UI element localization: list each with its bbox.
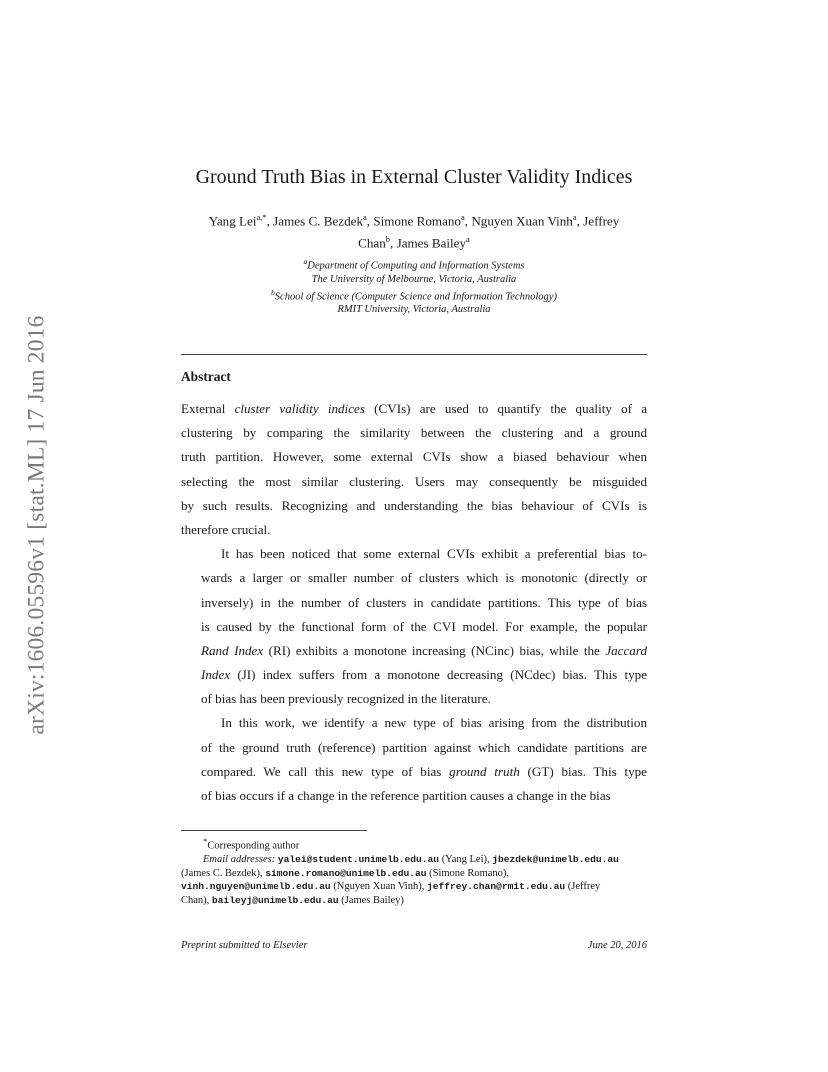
email-link[interactable]: baileyj@unimelb.edu.au — [211, 894, 339, 906]
abstract-paragraph-1 — [181, 397, 647, 542]
author-affiliation-marker: a — [466, 234, 470, 245]
author-name: Nguyen Xuan Vinh — [471, 213, 573, 229]
abstract-line: In this work, we identify a new type of bias arising from the distribution — [221, 715, 647, 731]
footnote-emails-line-2: (James C. Bezdek), simone.romano@unimelb.edu.au (Simone Romano), — [181, 867, 510, 879]
abstract-line: truth partition. However, some external CVIs show a biased behaviour when — [181, 449, 647, 465]
abstract-paragraph-3 — [181, 711, 647, 808]
paper-title: Ground Truth Bias in External Cluster Validity Indices — [195, 166, 633, 188]
author-affiliation-marker: a — [363, 212, 367, 222]
email-link[interactable]: jbezdek@unimelb.edu.au — [492, 854, 619, 866]
abstract-heading: Abstract — [181, 369, 231, 384]
author-line-2: Chan$^b$, James Bailey$^a$ — [358, 234, 470, 251]
abstract-paragraph-2 — [181, 542, 647, 711]
abstract-body — [181, 397, 647, 808]
abstract-line: is caused by the functional form of the CVI model. For example, the popular — [201, 618, 647, 634]
abstract-line: of bias has been previously recognized in the literature. — [201, 691, 491, 707]
author-name: Chan — [358, 235, 386, 251]
author-affiliation-marker: a — [572, 212, 577, 222]
author-name: Yang Lei — [208, 213, 257, 229]
email-link[interactable]: simone.romano@unimelb.edu.au — [265, 867, 427, 879]
footer-date: June 20, 2016 — [587, 940, 647, 951]
author-name: Simone Romano — [373, 213, 461, 229]
abstract-line: selecting the most similar clustering. Users may consequently be misguided — [181, 473, 647, 489]
footnote-emails-line-3: vinh.nguyen@unimelb.edu.au (Nguyen Xuan Vinh), jeffrey.chan@rmit.edu.au (Jeffrey — [181, 881, 601, 893]
arxiv-identifier-text: arXiv:1606.05596v1 [stat.ML] 17 Jun 2016 — [23, 315, 50, 735]
abstract-line: by such results. Recognizing and understanding the bias behaviour of CVIs is — [181, 497, 647, 513]
abstract-line: External cluster validity indices (CVIs) are used to quantify the quality of a — [181, 401, 648, 416]
author-affiliation-marker: a — [460, 212, 465, 222]
footnote-corresponding: *Corresponding author — [203, 836, 300, 852]
author-affiliation-marker: b — [385, 234, 391, 245]
footnote-rule — [181, 830, 367, 831]
author-line-1: Yang Lei$^{a,*}$, James C. Bezdek$^a$, Simone Romano$^a$, Nguyen Xuan Vinh$^a$, Jeffrey — [208, 212, 620, 229]
affiliation-b-line-2: RMIT University, Victoria, Australia — [337, 304, 491, 315]
abstract-line: Index (JI) index suffers from a monotone decreasing (NCdec) bias. This type — [201, 667, 647, 683]
footnote-emails-line-4: Chan), baileyj@unimelb.edu.au (James Bailey) — [181, 894, 404, 906]
abstract-line: therefore crucial. — [181, 521, 271, 537]
author-name: James Bailey — [396, 235, 467, 251]
abstract-line: wards a larger or smaller number of clusters which is monotonic (directly or — [201, 570, 647, 586]
author-affiliation-marker: a,* — [256, 212, 267, 222]
abstract-line: It has been noticed that some external CVIs exhibit a preferential bias to- — [221, 546, 647, 562]
abstract-line: inversely) in the number of clusters in candidate partitions. This type of bias — [201, 594, 647, 610]
abstract-line: compared. We call this new type of bias ground truth (GT) bias. This type — [201, 763, 647, 779]
footer-preprint-note: Preprint submitted to Elsevier — [181, 940, 308, 951]
footnote-emails-line-1: Email addresses: yalei@student.unimelb.edu.au (Yang Lei), jbezdek@unimelb.edu.au — [203, 854, 619, 866]
abstract-line: Rand Index (RI) exhibits a monotone increasing (NCinc) bias, while the Jaccard — [201, 642, 647, 658]
abstract-line: of the ground truth (reference) partition against which candidate partitions are — [201, 739, 647, 755]
abstract-line: clustering by comparing the similarity between the clustering and a ground — [181, 425, 647, 441]
affiliation-a-line-1: $^a$Department of Computing and Information Systems — [303, 257, 525, 272]
author-name: James C. Bezdek — [273, 213, 363, 229]
affiliations — [181, 255, 647, 316]
footnote — [181, 835, 647, 907]
author-name: Jeffrey — [583, 213, 620, 229]
affiliation-a-line-2: The University of Melbourne, Victoria, Australia — [311, 273, 517, 285]
author-list — [181, 208, 647, 253]
horizontal-rule — [181, 354, 647, 355]
abstract-line: of bias occurs if a change in the reference partition causes a change in the bias — [201, 788, 611, 803]
email-link[interactable]: jeffrey.chan@rmit.edu.au — [426, 881, 566, 893]
affiliation-b-line-1: $^b$School of Science (Computer Science and Information Technology) — [271, 287, 557, 302]
email-link[interactable]: vinh.nguyen@unimelb.edu.au — [181, 881, 331, 893]
email-link[interactable]: yalei@student.unimelb.edu.au — [277, 854, 440, 866]
